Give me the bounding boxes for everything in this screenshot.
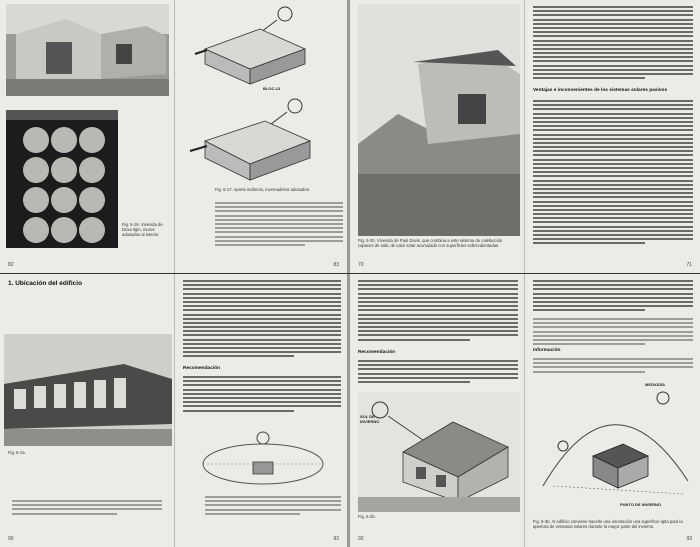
photo-solar-wall [6, 110, 118, 248]
page-93-left [175, 274, 350, 547]
page-90 [0, 274, 175, 547]
body-text-top [533, 280, 693, 314]
body-text [12, 500, 162, 517]
page-number: 83 [333, 262, 339, 268]
diagram-label: BLOC-13 [263, 86, 281, 91]
diagram-label: MEDIODÍA [645, 382, 665, 387]
photo-house-exterior [6, 4, 169, 96]
body-text-recommendation [358, 360, 518, 385]
body-text [215, 202, 343, 248]
diagram-label: PUNTO DE INVIERNO [620, 502, 662, 507]
page-number: 93 [686, 536, 692, 542]
figure-caption: Fig. 6-2b. [358, 514, 376, 519]
page-71 [525, 0, 700, 273]
page-number: 70 [358, 262, 364, 268]
figure-caption: Fig. 6-3b. Al edificio conviene hacerle una orientación una superficie apta para la apertura de ventanas solares durante la mayor parte del invierno. [533, 519, 683, 529]
photo-solar-building [4, 334, 172, 446]
page-83 [175, 0, 350, 273]
body-text-information [533, 358, 693, 375]
subheading: Recomendación [358, 350, 396, 355]
page-number: 82 [8, 262, 14, 268]
subheading: Información [533, 348, 561, 353]
photo-paul-davis-house [358, 4, 520, 236]
diagram-sun-path [193, 424, 333, 489]
page-number: 92 [358, 536, 364, 542]
diagram-top [185, 4, 340, 90]
body-text-recommendation [183, 376, 341, 414]
body-text-main [533, 100, 693, 247]
section-title: Ventajas e inconvenientes de los sistemas solares pasivos [533, 88, 668, 93]
page-93-right [525, 274, 700, 547]
chapter-title: 1. Ubicación del edificio [8, 280, 83, 287]
page-number: 90 [8, 536, 14, 542]
page-number: 71 [686, 262, 692, 268]
diagram-sun-arc [533, 376, 695, 516]
body-text-bottom [205, 496, 341, 517]
diagram-house-winter-sun [358, 392, 520, 512]
page-70 [350, 0, 525, 273]
subheading: Recomendación [183, 366, 221, 371]
body-text-top [358, 280, 518, 343]
diagram-middle [185, 96, 340, 186]
figure-caption: Fig. 6-1a. [8, 450, 26, 455]
page-number: 93 [333, 536, 339, 542]
body-text-top [183, 280, 341, 360]
page-92 [350, 274, 525, 547]
figure-caption: Fig. 5-20. Vivienda de Paul Davis, que combina a este sistema de calefacción capaces de salir, de calor solar acumulado con superficies sobrecalentadas. [358, 238, 503, 248]
figure-caption: Fig. 5-17. Aporte indirecto, invernaderos adosados. [215, 187, 310, 192]
bottom-spread [0, 274, 700, 547]
top-spread [0, 0, 700, 273]
body-text-middle [533, 318, 693, 347]
diagram-label: SOL DE INVIERNO [360, 414, 380, 424]
body-text-intro [533, 6, 693, 81]
page-82 [0, 0, 175, 273]
figure-caption: Fig. 5-16. Vivienda de Doxa Ilgin, muros adosados al interior. [122, 222, 163, 237]
